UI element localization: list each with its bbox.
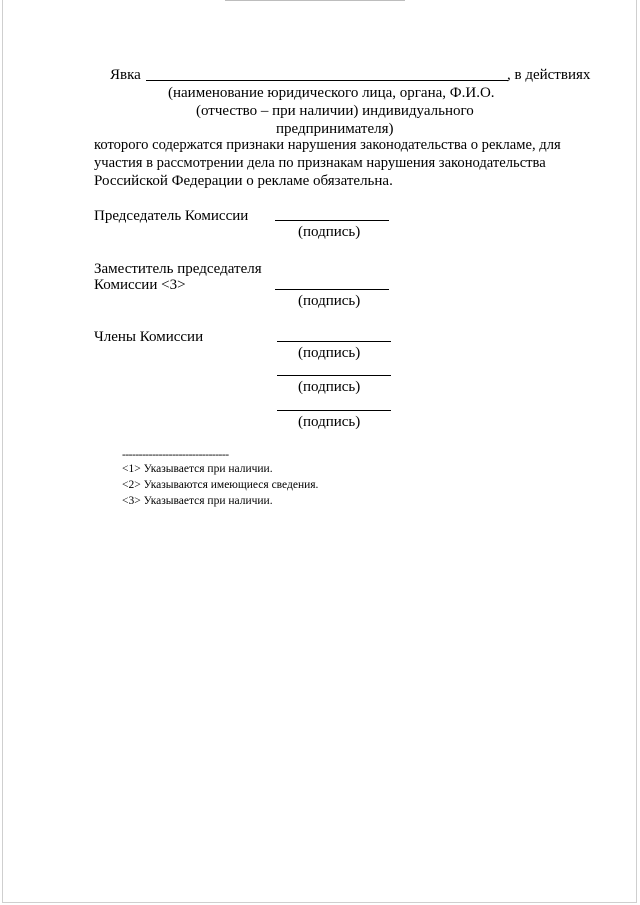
deputy-label-line-1: Заместитель председателя — [94, 261, 262, 277]
body-line-3: Российской Федерации о рекламе обязательна. — [94, 173, 393, 189]
chair-signature-caption: (подпись) — [298, 224, 361, 240]
member-2-signature-caption: (подпись) — [298, 379, 361, 395]
name-hint-line-1: (наименование юридического лица, органа, Ф.И.О. — [168, 85, 495, 101]
member-1-signature-line — [277, 341, 391, 342]
chair-label: Председатель Комиссии — [94, 208, 249, 224]
deputy-signature-line — [275, 289, 389, 290]
body-line-2: участия в рассмотрении дела по признакам нарушения законодательства — [94, 155, 546, 171]
in-actions-label: , в действиях — [507, 67, 591, 83]
chair-signature-line — [275, 220, 389, 221]
top-edge-mark — [225, 0, 405, 1]
organization-name-blank — [146, 80, 508, 81]
members-label: Члены Комиссии — [94, 329, 204, 345]
yavka-label: Явка — [110, 67, 141, 83]
footnote-3: <3> Указывается при наличии. — [122, 495, 273, 507]
member-3-signature-line — [277, 410, 391, 411]
name-hint-line-2: (отчество – при наличии) индивидуального — [196, 103, 474, 119]
footnote-2: <2> Указываются имеющиеся сведения. — [122, 479, 319, 491]
name-hint-line-3: предпринимателя) — [276, 121, 394, 137]
deputy-signature-caption: (подпись) — [298, 293, 361, 309]
footnote-separator: -------------------------------- — [122, 449, 229, 461]
body-line-1: которого содержатся признаки нарушения законодательства о рекламе, для — [94, 137, 561, 153]
member-2-signature-line — [277, 375, 391, 376]
member-3-signature-caption: (подпись) — [298, 414, 361, 430]
member-1-signature-caption: (подпись) — [298, 345, 361, 361]
deputy-label-line-2: Комиссии <3> — [94, 277, 186, 293]
footnote-1: <1> Указывается при наличии. — [122, 463, 273, 475]
